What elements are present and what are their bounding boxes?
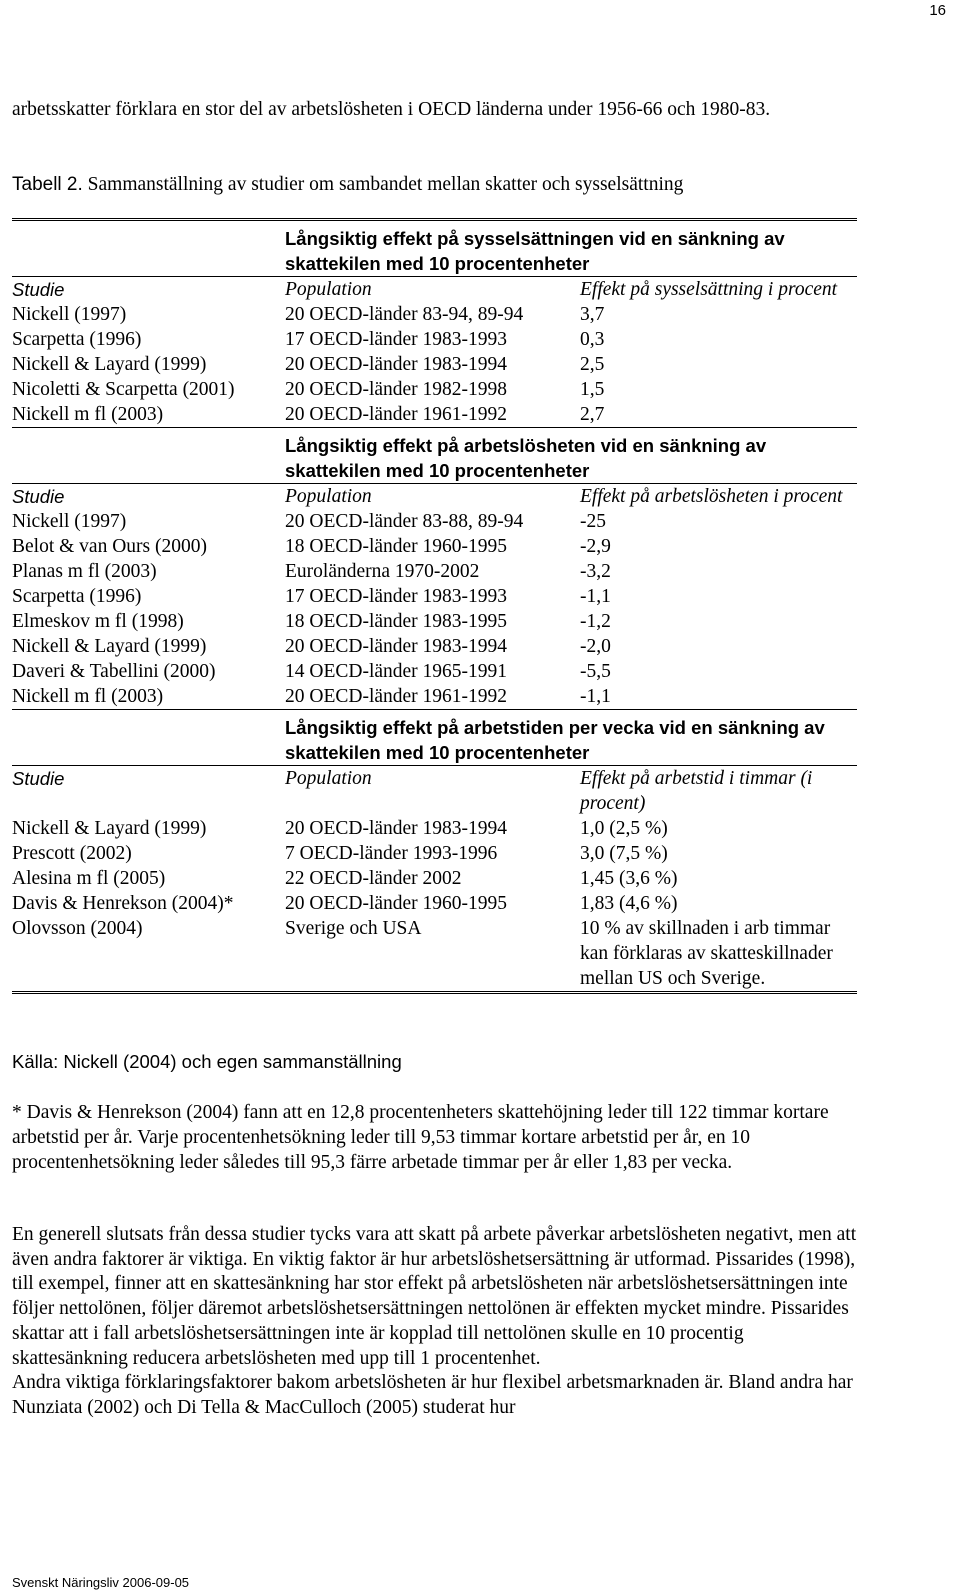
effect-cell: 1,83 (4,6 %) bbox=[580, 893, 678, 914]
effect-cell: -1,1 bbox=[580, 686, 611, 707]
table-row bbox=[12, 352, 857, 377]
table-row bbox=[12, 659, 857, 684]
population-cell: 20 OECD-länder 1983-1994 bbox=[285, 354, 508, 375]
study-cell: Nickell m fl (2003) bbox=[12, 404, 164, 425]
body-text bbox=[12, 1223, 862, 1421]
section-heading: Långsiktig effekt på arbetstiden per vecka vid en sänkning av skattekilen med 10 procentenheter bbox=[285, 717, 825, 763]
section-heading: Långsiktig effekt på arbetslösheten vid en sänkning av skattekilen med 10 procentenheter bbox=[285, 435, 767, 481]
column-header: Effekt på sysselsättning i procent bbox=[580, 279, 838, 300]
population-cell: 17 OECD-länder 1983-1993 bbox=[285, 329, 508, 350]
footnote: * Davis & Henrekson (2004) fann att en 12,8 procentenheters skattehöjning leder till 122 timmar kortare arbetstid per år. Varje procentenhetsökning leder till 9,53 timmar kortare arbetstid per år, en 10 procentenhetsökning leder således till 95,3 färre arbetade timmar per år eller 1,83 per vecka. bbox=[12, 1102, 829, 1173]
effect-cell: -2,9 bbox=[580, 536, 611, 557]
table-row bbox=[12, 684, 857, 709]
effect-cell: 3,7 bbox=[580, 304, 605, 325]
study-cell: Nickell (1997) bbox=[12, 511, 127, 532]
population-cell: 7 OECD-länder 1993-1996 bbox=[285, 843, 498, 864]
study-cell: Scarpetta (1996) bbox=[12, 329, 142, 350]
study-cell: Davis & Henrekson (2004)* bbox=[12, 893, 234, 914]
table-row bbox=[12, 866, 857, 891]
table-row bbox=[12, 891, 857, 916]
column-header: Effekt på arbetslösheten i procent bbox=[580, 486, 843, 507]
study-cell: Olovsson (2004) bbox=[12, 918, 143, 939]
study-cell: Nickell & Layard (1999) bbox=[12, 636, 207, 657]
population-cell: Euroländerna 1970-2002 bbox=[285, 561, 480, 582]
study-cell: Elmeskov m fl (1998) bbox=[12, 611, 184, 632]
study-cell: Daveri & Tabellini (2000) bbox=[12, 661, 216, 682]
study-cell: Planas m fl (2003) bbox=[12, 561, 157, 582]
column-header-row bbox=[12, 277, 857, 302]
effect-cell: -1,1 bbox=[580, 586, 611, 607]
effect-cell: 1,45 (3,6 %) bbox=[580, 868, 678, 889]
study-cell: Nickell & Layard (1999) bbox=[12, 818, 207, 839]
effect-cell: -2,0 bbox=[580, 636, 611, 657]
column-header: Population bbox=[285, 768, 372, 789]
table-bottom-rule bbox=[12, 991, 857, 994]
effect-cell: 10 % av skillnaden i arb timmar kan förklaras av skatteskillnader mellan US och Sverige. bbox=[580, 918, 833, 989]
population-cell: 18 OECD-länder 1960-1995 bbox=[285, 536, 508, 557]
study-cell: Nickell m fl (2003) bbox=[12, 686, 164, 707]
section-heading: Långsiktig effekt på sysselsättningen vid en sänkning av skattekilen med 10 procentenheter bbox=[285, 228, 785, 274]
table-row bbox=[12, 559, 857, 584]
effect-cell: 2,7 bbox=[580, 404, 605, 425]
column-header: Studie bbox=[12, 486, 65, 507]
table-sections bbox=[12, 221, 857, 991]
effect-cell: 1,5 bbox=[580, 379, 605, 400]
effect-cell: 3,0 (7,5 %) bbox=[580, 843, 668, 864]
table-source: Källa: Nickell (2004) och egen sammanställning bbox=[12, 1051, 402, 1072]
column-header: Effekt på arbetstid i timmar (i procent) bbox=[580, 768, 813, 814]
study-cell: Belot & van Ours (2000) bbox=[12, 536, 207, 557]
population-cell: Sverige och USA bbox=[285, 918, 422, 939]
table-section bbox=[12, 428, 857, 710]
table-section bbox=[12, 710, 857, 991]
table-row bbox=[12, 534, 857, 559]
population-cell: 14 OECD-länder 1965-1991 bbox=[285, 661, 508, 682]
table-row bbox=[12, 584, 857, 609]
population-cell: 20 OECD-länder 1960-1995 bbox=[285, 893, 508, 914]
table-row bbox=[12, 634, 857, 659]
table-section bbox=[12, 221, 857, 428]
table-row bbox=[12, 509, 857, 534]
effect-cell: -25 bbox=[580, 511, 606, 532]
study-cell: Alesina m fl (2005) bbox=[12, 868, 166, 889]
summary-table bbox=[12, 218, 857, 994]
column-header-row bbox=[12, 766, 857, 816]
population-cell: 22 OECD-länder 2002 bbox=[285, 868, 462, 889]
study-cell: Nickell (1997) bbox=[12, 304, 127, 325]
table-row bbox=[12, 609, 857, 634]
table-row bbox=[12, 816, 857, 841]
population-cell: 20 OECD-länder 1983-1994 bbox=[285, 636, 508, 657]
table-title: Sammanställning av studier om sambandet mellan skatter och sysselsättning bbox=[82, 174, 684, 195]
population-cell: 20 OECD-länder 1982-1998 bbox=[285, 379, 508, 400]
population-cell: 20 OECD-länder 83-94, 89-94 bbox=[285, 304, 524, 325]
table-row bbox=[12, 302, 857, 327]
paragraph: Andra viktiga förklaringsfaktorer bakom arbetslösheten är hur flexibel arbetsmarknaden är. Bland andra har Nunziata (2002) och Di Tella & MacCulloch (2005) studerat hur bbox=[12, 1372, 853, 1418]
population-cell: 17 OECD-länder 1983-1993 bbox=[285, 586, 508, 607]
intro-paragraph: arbetsskatter förklara en stor del av arbetslösheten i OECD länderna under 1956-66 och 1980-83. bbox=[12, 99, 771, 120]
study-cell: Nicoletti & Scarpetta (2001) bbox=[12, 379, 235, 400]
column-header: Population bbox=[285, 279, 372, 300]
page-footer: Svenskt Näringsliv 2006-09-05 bbox=[12, 1575, 190, 1590]
study-cell: Scarpetta (1996) bbox=[12, 586, 142, 607]
page-number: 16 bbox=[929, 2, 946, 19]
effect-cell: 0,3 bbox=[580, 329, 605, 350]
effect-cell: -5,5 bbox=[580, 661, 611, 682]
table-row bbox=[12, 327, 857, 352]
study-cell: Prescott (2002) bbox=[12, 843, 132, 864]
table-label: Tabell 2. bbox=[12, 174, 83, 195]
column-header: Population bbox=[285, 486, 372, 507]
population-cell: 18 OECD-länder 1983-1995 bbox=[285, 611, 508, 632]
table-row bbox=[12, 402, 857, 427]
column-header: Studie bbox=[12, 768, 65, 789]
table-row bbox=[12, 916, 857, 991]
study-cell: Nickell & Layard (1999) bbox=[12, 354, 207, 375]
effect-cell: 1,0 (2,5 %) bbox=[580, 818, 668, 839]
effect-cell: -1,2 bbox=[580, 611, 611, 632]
table-caption bbox=[12, 172, 683, 197]
effect-cell: 2,5 bbox=[580, 354, 605, 375]
population-cell: 20 OECD-länder 83-88, 89-94 bbox=[285, 511, 524, 532]
table-row bbox=[12, 841, 857, 866]
table-row bbox=[12, 377, 857, 402]
column-header-row bbox=[12, 484, 857, 509]
population-cell: 20 OECD-länder 1983-1994 bbox=[285, 818, 508, 839]
column-header: Studie bbox=[12, 279, 65, 300]
population-cell: 20 OECD-länder 1961-1992 bbox=[285, 404, 508, 425]
effect-cell: -3,2 bbox=[580, 561, 611, 582]
paragraph: En generell slutsats från dessa studier tycks vara att skatt på arbete påverkar arbetslösheten negativt, men att även andra faktorer är viktiga. En viktig faktor är hur arbetslöshetsersättning är utformad. Pissarides (1998), till exempel, finner att en skattesänkning har stor effekt på arbetslösheten när arbetslöshetsersättningen inte följer nettolönen, följer däremot arbetslöshetsersättningen nettolönen är effekten mycket mindre. Pissarides skattar att i fall arbetslöshetsersättningen inte är kopplad till nettolönen skulle en 10 procentig skattesänkning reducera arbetslösheten med upp till 1 procentenhet. bbox=[12, 1224, 857, 1369]
population-cell: 20 OECD-länder 1961-1992 bbox=[285, 686, 508, 707]
